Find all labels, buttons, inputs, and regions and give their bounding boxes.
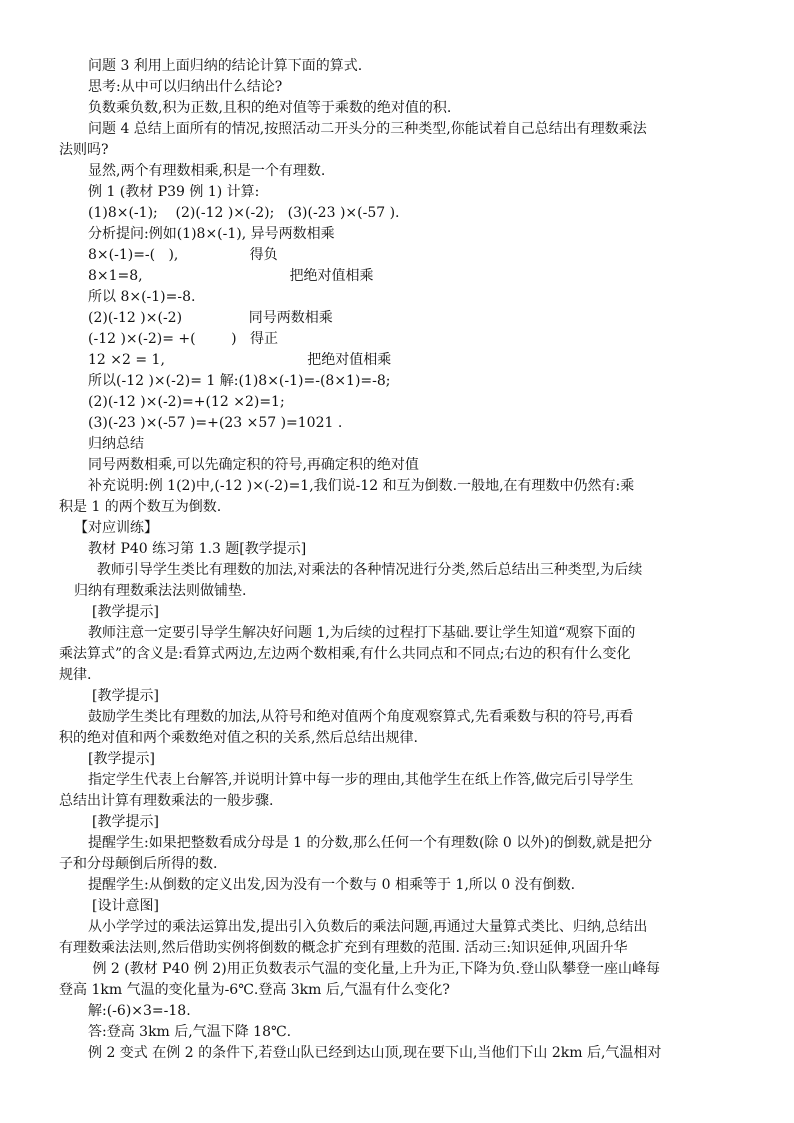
design-intent-label: [设计意图] bbox=[92, 898, 159, 914]
text-line: 法则吗? bbox=[59, 142, 109, 158]
text-line: 提醒学生:从倒数的定义出发,因为没有一个数与 0 相乘等于 1,所以 0 没有倒数. bbox=[88, 877, 576, 893]
text-line: (2)(-12 )×(-2) 同号两数相乘 bbox=[88, 310, 333, 326]
text-line: 思考:从中可以归纳出什么结论? bbox=[88, 79, 283, 95]
text-line: 登高 1km 气温的变化量为-6℃.登高 3km 后,气温有什么变化? bbox=[59, 982, 450, 998]
teaching-tip-label: [教学提示] bbox=[92, 688, 159, 704]
text-line: 从小学学过的乘法运算出发,提出引入负数后的乘法问题,再通过大量算式类比、归纳,总结出 bbox=[88, 919, 648, 935]
text-line: 归纳有理数乘法法则做铺垫. bbox=[74, 583, 247, 599]
teaching-tip-label: [教学提示] bbox=[92, 604, 159, 620]
text-line: 补充说明:例 1(2)中,(-12 )×(-2)=1,我们说-12 和互为倒数.一般地,在有理数中仍然有:乘 bbox=[88, 478, 635, 494]
text-line: 指定学生代表上台解答,并说明计算中每一步的理由,其他学生在纸上作答,做完后引导学生 bbox=[88, 772, 634, 788]
text-line: 8×1=8, 把绝对值相乘 bbox=[88, 268, 374, 284]
text-line: 归纳总结 bbox=[88, 436, 144, 452]
section-heading: 【对应训练】 bbox=[74, 520, 158, 536]
text-line: 子和分母颠倒后所得的数. bbox=[59, 856, 218, 872]
text-line: 解:(-6)×3=-18. bbox=[88, 1003, 191, 1019]
text-line: 教师引导学生类比有理数的加法,对乘法的各种情况进行分类,然后总结出三种类型,为后续 bbox=[88, 562, 643, 578]
text-line: 鼓励学生类比有理数的加法,从符号和绝对值两个角度观察算式,先看乘数与积的符号,再看 bbox=[88, 709, 634, 725]
text-line: (1)8×(-1); (2)(-12 )×(-2); (3)(-23 )×(-57 ). bbox=[88, 205, 400, 221]
text-line: 例 1 (教材 P39 例 1) 计算: bbox=[88, 184, 260, 200]
text-line: 所以(-12 )×(-2)= 1 解:(1)8×(-1)=-(8×1)=-8; bbox=[88, 373, 391, 389]
document-page bbox=[59, 56, 738, 1064]
text-line: 所以 8×(-1)=-8. bbox=[88, 289, 196, 305]
text-line: 显然,两个有理数相乘,积是一个有理数. bbox=[88, 163, 326, 179]
text-line: 乘法算式”的含义是:看算式两边,左边两个数相乘,有什么共同点和不同点;右边的积有什么变化 bbox=[59, 646, 631, 662]
text-line: 规律. bbox=[59, 667, 92, 683]
text-line: (-12 )×(-2)= +( ) 得正 bbox=[88, 331, 278, 347]
text-line: 教师注意一定要引导学生解决好问题 1,为后续的过程打下基础.要让学生知道“观察下面的 bbox=[88, 625, 636, 641]
text-line: 总结出计算有理数乘法的一般步骤. bbox=[59, 793, 274, 809]
text-line: 问题 4 总结上面所有的情况,按照活动二开头分的三种类型,你能试着自己总结出有理数乘法 bbox=[88, 121, 647, 137]
text-line: 负数乘负数,积为正数,且积的绝对值等于乘数的绝对值的积. bbox=[88, 100, 452, 116]
text-line: 12 ×2 = 1, 把绝对值相乘 bbox=[88, 352, 392, 368]
text-line: 积的绝对值和两个乘数绝对值之积的关系,然后总结出规律. bbox=[59, 730, 418, 746]
text-line: 积是 1 的两个数互为倒数. bbox=[59, 499, 222, 515]
text-line: 问题 3 利用上面归纳的结论计算下面的算式. bbox=[88, 58, 363, 74]
text-line: 分析提问:例如(1)8×(-1), 异号两数相乘 bbox=[88, 226, 335, 242]
teaching-tip-label: [教学提示] bbox=[88, 751, 155, 767]
text-line: 例 2 (教材 P40 例 2)用正负数表示气温的变化量,上升为正,下降为负.登山队攀登一座山峰每 bbox=[88, 961, 661, 977]
text-line: (2)(-12 )×(-2)=+(12 ×2)=1; bbox=[88, 394, 285, 410]
text-line: 答:登高 3km 后,气温下降 18℃. bbox=[88, 1024, 292, 1040]
text-line: 同号两数相乘,可以先确定积的符号,再确定积的绝对值 bbox=[88, 457, 419, 473]
text-line: (3)(-23 )×(-57 )=+(23 ×57 )=1021 . bbox=[88, 415, 343, 431]
text-line: 教材 P40 练习第 1.3 题[教学提示] bbox=[88, 541, 307, 557]
teaching-tip-label: [教学提示] bbox=[92, 814, 159, 830]
text-line: 8×(-1)=-( ), 得负 bbox=[88, 247, 278, 263]
text-line: 有理数乘法法则,然后借助实例将倒数的概念扩充到有理数的范围. 活动三:知识延伸,巩固升华 bbox=[59, 940, 628, 956]
text-line: 提醒学生:如果把整数看成分母是 1 的分数,那么任何一个有理数(除 0 以外)的倒数,就是把分 bbox=[88, 835, 653, 851]
text-line: 例 2 变式 在例 2 的条件下,若登山队已经到达山顶,现在要下山,当他们下山 2km 后,气温相对 bbox=[88, 1045, 662, 1061]
